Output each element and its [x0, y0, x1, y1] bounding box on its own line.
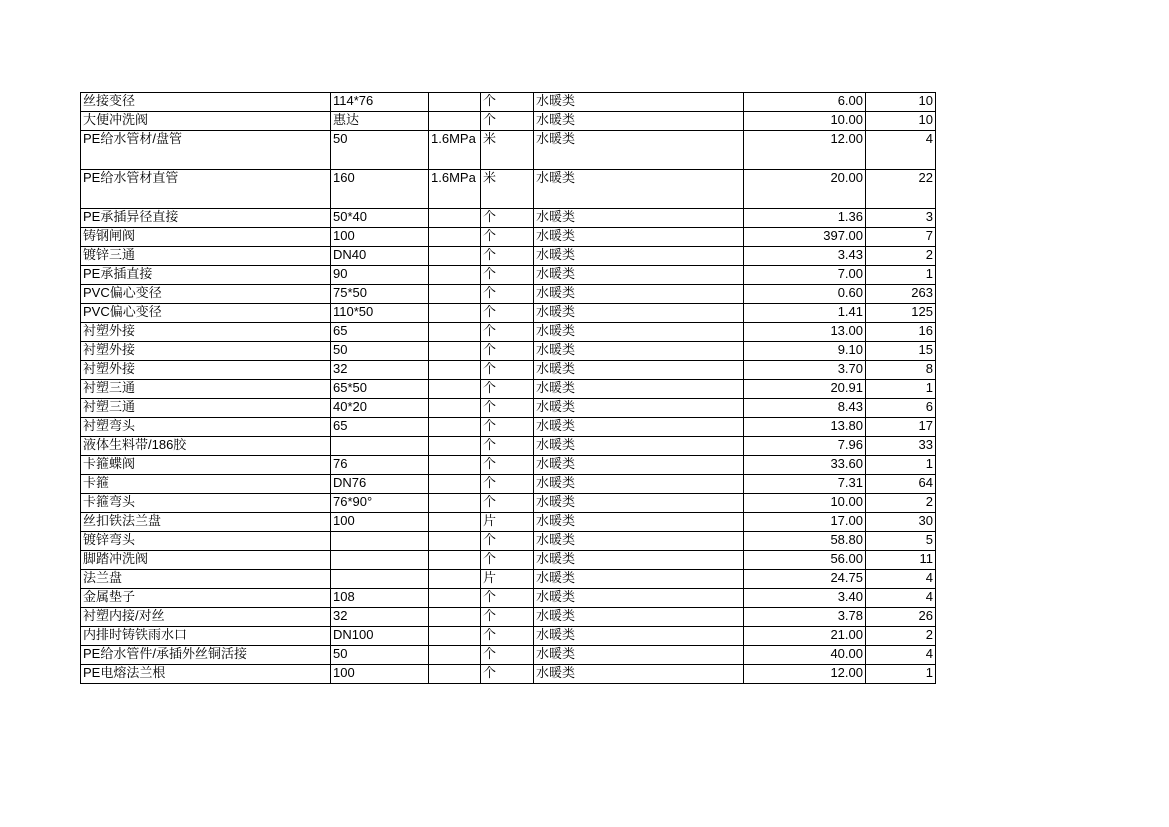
cell-pressure[interactable] [429, 665, 481, 684]
cell-pressure[interactable] [429, 209, 481, 228]
cell-unit[interactable]: 个 [481, 112, 534, 131]
cell-name[interactable]: 衬塑三通 [81, 380, 331, 399]
cell-unit[interactable]: 个 [481, 93, 534, 112]
cell-pressure[interactable] [429, 589, 481, 608]
cell-price[interactable]: 10.00 [744, 494, 866, 513]
cell-unit[interactable]: 片 [481, 513, 534, 532]
cell-price[interactable]: 13.00 [744, 323, 866, 342]
cell-price[interactable]: 397.00 [744, 228, 866, 247]
cell-price[interactable]: 20.00 [744, 170, 866, 209]
cell-category[interactable]: 水暖类 [534, 380, 744, 399]
cell-unit[interactable]: 个 [481, 456, 534, 475]
table-row[interactable] [81, 418, 936, 437]
cell-name[interactable]: 衬塑弯头 [81, 418, 331, 437]
table-row[interactable] [81, 627, 936, 646]
cell-quantity[interactable]: 1 [866, 665, 936, 684]
cell-unit[interactable]: 个 [481, 304, 534, 323]
cell-quantity[interactable]: 64 [866, 475, 936, 494]
cell-price[interactable]: 7.31 [744, 475, 866, 494]
cell-unit[interactable]: 个 [481, 266, 534, 285]
table-row[interactable] [81, 589, 936, 608]
table-row[interactable] [81, 342, 936, 361]
cell-spec[interactable] [331, 570, 429, 589]
cell-unit[interactable]: 个 [481, 665, 534, 684]
cell-pressure[interactable] [429, 437, 481, 456]
cell-spec[interactable]: 76*90° [331, 494, 429, 513]
cell-price[interactable]: 1.41 [744, 304, 866, 323]
cell-pressure[interactable] [429, 112, 481, 131]
cell-spec[interactable]: DN76 [331, 475, 429, 494]
cell-name[interactable]: PE承插直接 [81, 266, 331, 285]
cell-unit[interactable]: 个 [481, 380, 534, 399]
cell-price[interactable]: 7.96 [744, 437, 866, 456]
cell-name[interactable]: 大便冲洗阀 [81, 112, 331, 131]
cell-quantity[interactable]: 17 [866, 418, 936, 437]
cell-spec[interactable]: 32 [331, 608, 429, 627]
cell-category[interactable]: 水暖类 [534, 209, 744, 228]
cell-spec[interactable]: 90 [331, 266, 429, 285]
cell-pressure[interactable] [429, 228, 481, 247]
cell-price[interactable]: 10.00 [744, 112, 866, 131]
cell-price[interactable]: 3.43 [744, 247, 866, 266]
cell-name[interactable]: PE电熔法兰根 [81, 665, 331, 684]
cell-spec[interactable]: 108 [331, 589, 429, 608]
cell-spec[interactable]: DN40 [331, 247, 429, 266]
cell-price[interactable]: 13.80 [744, 418, 866, 437]
cell-quantity[interactable]: 5 [866, 532, 936, 551]
cell-unit[interactable]: 个 [481, 551, 534, 570]
table-row[interactable] [81, 551, 936, 570]
cell-quantity[interactable]: 30 [866, 513, 936, 532]
cell-unit[interactable]: 个 [481, 532, 534, 551]
cell-name[interactable]: 脚踏冲洗阀 [81, 551, 331, 570]
cell-category[interactable]: 水暖类 [534, 570, 744, 589]
cell-quantity[interactable]: 10 [866, 93, 936, 112]
cell-quantity[interactable]: 125 [866, 304, 936, 323]
cell-category[interactable]: 水暖类 [534, 399, 744, 418]
cell-category[interactable]: 水暖类 [534, 437, 744, 456]
cell-unit[interactable]: 个 [481, 209, 534, 228]
cell-unit[interactable]: 个 [481, 608, 534, 627]
cell-price[interactable]: 3.70 [744, 361, 866, 380]
cell-name[interactable]: PE给水管件/承插外丝铜活接 [81, 646, 331, 665]
cell-unit[interactable]: 个 [481, 589, 534, 608]
cell-pressure[interactable] [429, 247, 481, 266]
cell-unit[interactable]: 个 [481, 627, 534, 646]
cell-unit[interactable]: 个 [481, 323, 534, 342]
cell-pressure[interactable]: 1.6MPa [429, 131, 481, 170]
table-row[interactable] [81, 285, 936, 304]
cell-category[interactable]: 水暖类 [534, 551, 744, 570]
cell-quantity[interactable]: 6 [866, 399, 936, 418]
cell-quantity[interactable]: 10 [866, 112, 936, 131]
cell-price[interactable]: 9.10 [744, 342, 866, 361]
cell-name[interactable]: 液体生料带/186胶 [81, 437, 331, 456]
cell-spec[interactable]: 50 [331, 646, 429, 665]
cell-spec[interactable]: 50 [331, 131, 429, 170]
table-row[interactable] [81, 247, 936, 266]
table-body [81, 93, 936, 684]
cell-price[interactable]: 6.00 [744, 93, 866, 112]
cell-price[interactable]: 3.78 [744, 608, 866, 627]
cell-price[interactable]: 17.00 [744, 513, 866, 532]
cell-category[interactable]: 水暖类 [534, 247, 744, 266]
table-row[interactable] [81, 646, 936, 665]
cell-pressure[interactable] [429, 627, 481, 646]
cell-spec[interactable] [331, 532, 429, 551]
cell-spec[interactable]: 65 [331, 323, 429, 342]
table-row[interactable] [81, 93, 936, 112]
cell-name[interactable]: 铸钢闸阀 [81, 228, 331, 247]
cell-pressure[interactable] [429, 418, 481, 437]
table-row[interactable] [81, 532, 936, 551]
table-row[interactable] [81, 209, 936, 228]
cell-category[interactable]: 水暖类 [534, 342, 744, 361]
cell-price[interactable]: 20.91 [744, 380, 866, 399]
cell-quantity[interactable]: 3 [866, 209, 936, 228]
cell-name[interactable]: 内排时铸铁雨水口 [81, 627, 331, 646]
cell-category[interactable]: 水暖类 [534, 170, 744, 209]
cell-name[interactable]: 卡箍蝶阀 [81, 456, 331, 475]
cell-quantity[interactable]: 16 [866, 323, 936, 342]
cell-category[interactable]: 水暖类 [534, 608, 744, 627]
cell-pressure[interactable] [429, 551, 481, 570]
table-row[interactable] [81, 437, 936, 456]
cell-name[interactable]: 卡箍 [81, 475, 331, 494]
cell-spec[interactable]: 160 [331, 170, 429, 209]
cell-price[interactable]: 7.00 [744, 266, 866, 285]
cell-unit[interactable]: 个 [481, 285, 534, 304]
cell-spec[interactable] [331, 437, 429, 456]
cell-category[interactable]: 水暖类 [534, 513, 744, 532]
table-row[interactable] [81, 228, 936, 247]
cell-price[interactable]: 0.60 [744, 285, 866, 304]
cell-spec[interactable]: 100 [331, 513, 429, 532]
cell-spec[interactable]: 65 [331, 418, 429, 437]
cell-quantity[interactable]: 1 [866, 456, 936, 475]
cell-category[interactable]: 水暖类 [534, 93, 744, 112]
cell-category[interactable]: 水暖类 [534, 475, 744, 494]
cell-quantity[interactable]: 2 [866, 627, 936, 646]
cell-quantity[interactable]: 11 [866, 551, 936, 570]
spreadsheet-area [80, 92, 933, 684]
cell-quantity[interactable]: 26 [866, 608, 936, 627]
cell-pressure[interactable] [429, 93, 481, 112]
cell-spec[interactable]: 32 [331, 361, 429, 380]
cell-category[interactable]: 水暖类 [534, 627, 744, 646]
cell-quantity[interactable]: 263 [866, 285, 936, 304]
cell-price[interactable]: 1.36 [744, 209, 866, 228]
cell-quantity[interactable]: 1 [866, 380, 936, 399]
table-row[interactable] [81, 304, 936, 323]
cell-quantity[interactable]: 22 [866, 170, 936, 209]
cell-pressure[interactable] [429, 608, 481, 627]
cell-name[interactable]: 金属垫子 [81, 589, 331, 608]
cell-category[interactable]: 水暖类 [534, 665, 744, 684]
cell-category[interactable]: 水暖类 [534, 112, 744, 131]
cell-category[interactable]: 水暖类 [534, 418, 744, 437]
cell-unit[interactable]: 个 [481, 475, 534, 494]
cell-unit[interactable]: 米 [481, 131, 534, 170]
cell-category[interactable]: 水暖类 [534, 646, 744, 665]
cell-category[interactable]: 水暖类 [534, 589, 744, 608]
cell-pressure[interactable] [429, 361, 481, 380]
table-row[interactable] [81, 608, 936, 627]
table-row[interactable] [81, 494, 936, 513]
cell-spec[interactable]: 76 [331, 456, 429, 475]
cell-name[interactable]: PE给水管材直管 [81, 170, 331, 209]
cell-price[interactable]: 21.00 [744, 627, 866, 646]
cell-price[interactable]: 40.00 [744, 646, 866, 665]
cell-quantity[interactable]: 33 [866, 437, 936, 456]
cell-name[interactable]: PVC偏心变径 [81, 304, 331, 323]
cell-unit[interactable]: 个 [481, 247, 534, 266]
cell-quantity[interactable]: 4 [866, 570, 936, 589]
cell-unit[interactable]: 米 [481, 170, 534, 209]
cell-unit[interactable]: 个 [481, 399, 534, 418]
cell-spec[interactable]: 惠达 [331, 112, 429, 131]
cell-pressure[interactable] [429, 494, 481, 513]
materials-table [80, 92, 936, 684]
cell-price[interactable]: 8.43 [744, 399, 866, 418]
cell-pressure[interactable] [429, 285, 481, 304]
cell-category[interactable]: 水暖类 [534, 456, 744, 475]
cell-price[interactable]: 33.60 [744, 456, 866, 475]
cell-pressure[interactable] [429, 532, 481, 551]
cell-name[interactable]: 丝扣铁法兰盘 [81, 513, 331, 532]
cell-quantity[interactable]: 4 [866, 589, 936, 608]
cell-name[interactable]: PE给水管材/盘管 [81, 131, 331, 170]
cell-name[interactable]: 衬塑内接/对丝 [81, 608, 331, 627]
cell-name[interactable]: 镀锌弯头 [81, 532, 331, 551]
table-row[interactable] [81, 361, 936, 380]
table-row[interactable] [81, 380, 936, 399]
cell-name[interactable]: 衬塑外接 [81, 361, 331, 380]
cell-category[interactable]: 水暖类 [534, 494, 744, 513]
cell-quantity[interactable]: 8 [866, 361, 936, 380]
cell-pressure[interactable] [429, 266, 481, 285]
cell-name[interactable]: 衬塑外接 [81, 342, 331, 361]
cell-spec[interactable]: 100 [331, 228, 429, 247]
cell-unit[interactable]: 个 [481, 494, 534, 513]
cell-price[interactable]: 58.80 [744, 532, 866, 551]
cell-price[interactable]: 12.00 [744, 665, 866, 684]
table-row[interactable] [81, 266, 936, 285]
table-row[interactable] [81, 170, 936, 209]
cell-category[interactable]: 水暖类 [534, 532, 744, 551]
cell-pressure[interactable] [429, 513, 481, 532]
cell-spec[interactable] [331, 551, 429, 570]
cell-pressure[interactable] [429, 475, 481, 494]
cell-pressure[interactable] [429, 570, 481, 589]
cell-spec[interactable]: 75*50 [331, 285, 429, 304]
cell-pressure[interactable] [429, 380, 481, 399]
cell-category[interactable]: 水暖类 [534, 285, 744, 304]
cell-price[interactable]: 12.00 [744, 131, 866, 170]
cell-spec[interactable]: 110*50 [331, 304, 429, 323]
cell-name[interactable]: PE承插异径直接 [81, 209, 331, 228]
cell-spec[interactable]: 50*40 [331, 209, 429, 228]
cell-unit[interactable]: 个 [481, 646, 534, 665]
cell-pressure[interactable] [429, 456, 481, 475]
cell-price[interactable]: 56.00 [744, 551, 866, 570]
table-row[interactable] [81, 131, 936, 170]
cell-quantity[interactable]: 2 [866, 494, 936, 513]
cell-price[interactable]: 24.75 [744, 570, 866, 589]
cell-pressure[interactable] [429, 399, 481, 418]
cell-name[interactable]: 法兰盘 [81, 570, 331, 589]
table-row[interactable] [81, 323, 936, 342]
cell-quantity[interactable]: 2 [866, 247, 936, 266]
table-row[interactable] [81, 456, 936, 475]
cell-quantity[interactable]: 7 [866, 228, 936, 247]
cell-unit[interactable]: 个 [481, 437, 534, 456]
cell-category[interactable]: 水暖类 [534, 266, 744, 285]
table-row[interactable] [81, 112, 936, 131]
cell-name[interactable]: 镀锌三通 [81, 247, 331, 266]
cell-pressure[interactable] [429, 304, 481, 323]
cell-unit[interactable]: 个 [481, 342, 534, 361]
cell-spec[interactable]: DN100 [331, 627, 429, 646]
cell-spec[interactable]: 65*50 [331, 380, 429, 399]
table-row[interactable] [81, 665, 936, 684]
cell-category[interactable]: 水暖类 [534, 323, 744, 342]
table-row[interactable] [81, 475, 936, 494]
cell-pressure[interactable] [429, 646, 481, 665]
cell-spec[interactable]: 114*76 [331, 93, 429, 112]
cell-quantity[interactable]: 1 [866, 266, 936, 285]
cell-spec[interactable]: 50 [331, 342, 429, 361]
cell-pressure[interactable]: 1.6MPa [429, 170, 481, 209]
table-row[interactable] [81, 570, 936, 589]
cell-category[interactable]: 水暖类 [534, 228, 744, 247]
cell-category[interactable]: 水暖类 [534, 361, 744, 380]
cell-quantity[interactable]: 4 [866, 646, 936, 665]
table-row[interactable] [81, 513, 936, 532]
cell-category[interactable]: 水暖类 [534, 304, 744, 323]
cell-quantity[interactable]: 15 [866, 342, 936, 361]
cell-quantity[interactable]: 4 [866, 131, 936, 170]
cell-name[interactable]: 卡箍弯头 [81, 494, 331, 513]
cell-spec[interactable]: 40*20 [331, 399, 429, 418]
cell-price[interactable]: 3.40 [744, 589, 866, 608]
cell-name[interactable]: 丝接变径 [81, 93, 331, 112]
cell-spec[interactable]: 100 [331, 665, 429, 684]
cell-category[interactable]: 水暖类 [534, 131, 744, 170]
cell-name[interactable]: 衬塑三通 [81, 399, 331, 418]
cell-pressure[interactable] [429, 342, 481, 361]
cell-unit[interactable]: 个 [481, 418, 534, 437]
cell-name[interactable]: PVC偏心变径 [81, 285, 331, 304]
cell-pressure[interactable] [429, 323, 481, 342]
table-row[interactable] [81, 399, 936, 418]
cell-name[interactable]: 衬塑外接 [81, 323, 331, 342]
cell-unit[interactable]: 个 [481, 228, 534, 247]
cell-unit[interactable]: 个 [481, 361, 534, 380]
cell-unit[interactable]: 片 [481, 570, 534, 589]
